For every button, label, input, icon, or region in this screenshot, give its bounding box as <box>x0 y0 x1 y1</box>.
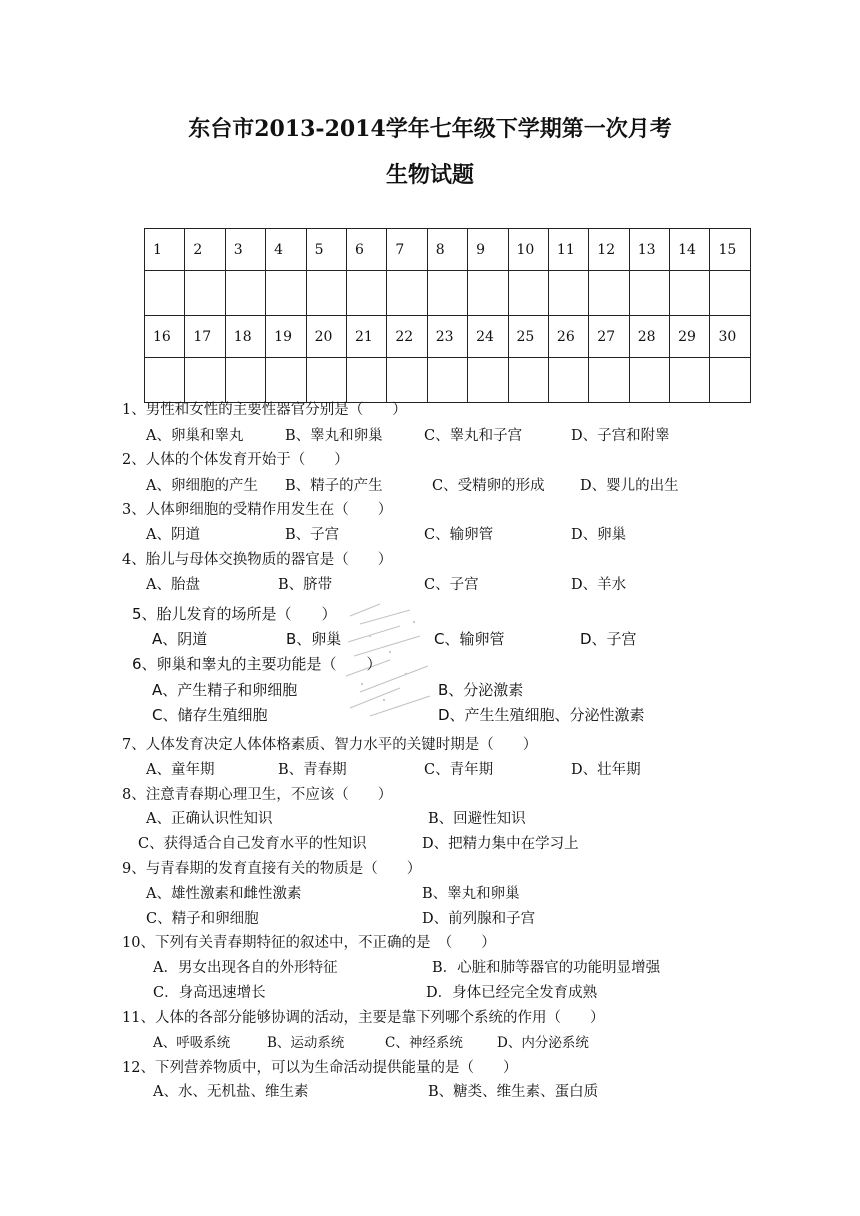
option-c: C、获得适合自己发育水平的性知识 <box>138 836 367 852</box>
question-text: 1、男性和女性的主要性器官分别是（ ） <box>122 402 407 418</box>
answer-blank-cell[interactable] <box>427 271 467 316</box>
option-c: C、输卵管 <box>434 630 505 648</box>
answer-number-cell: 14 <box>670 229 710 271</box>
answer-blank-cell[interactable] <box>266 271 306 316</box>
question-text: 8、注意青春期心理卫生，不应该（ ） <box>122 787 393 803</box>
option-b: B、睾丸和卵巢 <box>285 428 383 444</box>
answer-blank-cell[interactable] <box>225 358 265 403</box>
option-c: C、储存生殖细胞 <box>152 706 268 724</box>
answer-number-cell: 29 <box>670 316 710 358</box>
page-subtitle: 生物试题 <box>385 162 474 188</box>
answer-number-cell: 19 <box>266 316 306 358</box>
option-b: B、运动系统 <box>267 1035 345 1051</box>
answer-number-cell: 12 <box>589 229 629 271</box>
answer-number-cell: 9 <box>468 229 508 271</box>
answer-number-cell: 28 <box>629 316 669 358</box>
option-a: A、正确认识性知识 <box>146 811 273 827</box>
answer-blank-cell[interactable] <box>225 271 265 316</box>
question-text: 5、胎儿发育的场所是（ ） <box>132 605 337 623</box>
option-b: B．心脏和肺等器官的功能明显增强 <box>432 960 661 976</box>
option-c: C、子宫 <box>424 577 479 593</box>
option-b: B、卵巢 <box>286 630 342 648</box>
answer-number-cell: 16 <box>145 316 185 358</box>
option-a: A、阴道 <box>152 630 208 648</box>
answer-blank-cell[interactable] <box>589 358 629 403</box>
option-d: D、婴儿的出生 <box>580 478 679 494</box>
answer-number-cell: 20 <box>306 316 346 358</box>
answer-number-cell: 6 <box>346 229 386 271</box>
answer-number-cell: 21 <box>346 316 386 358</box>
answer-number-cell: 4 <box>266 229 306 271</box>
option-a: A、卵巢和睾丸 <box>146 428 244 444</box>
option-d: D、内分泌系统 <box>497 1035 589 1051</box>
option-d: D．身体已经完全发育成熟 <box>426 985 598 1001</box>
option-d: D、前列腺和子宫 <box>422 911 536 927</box>
answer-blank-cell[interactable] <box>508 271 548 316</box>
option-a: A、产生精子和卵细胞 <box>152 681 298 699</box>
answer-blank-cell[interactable] <box>548 358 588 403</box>
option-d: D、羊水 <box>571 577 627 593</box>
answer-table-blank-row <box>145 271 751 316</box>
answer-number-cell: 1 <box>145 229 185 271</box>
answer-blank-cell[interactable] <box>145 358 185 403</box>
option-c: C、青年期 <box>424 762 494 778</box>
answer-table <box>144 228 751 403</box>
option-b: B、青春期 <box>278 762 347 778</box>
answer-blank-cell[interactable] <box>306 358 346 403</box>
answer-blank-cell[interactable] <box>710 358 750 403</box>
question-text: 6、卵巢和睾丸的主要功能是（ ） <box>132 655 382 673</box>
question-text: 11、人体的各部分能够协调的活动，主要是靠下列哪个系统的作用（ ） <box>122 1010 605 1026</box>
answer-blank-cell[interactable] <box>266 358 306 403</box>
answer-number-cell: 8 <box>427 229 467 271</box>
option-d: D、子宫 <box>580 630 637 648</box>
option-b: B、回避性知识 <box>428 811 526 827</box>
answer-blank-cell[interactable] <box>670 271 710 316</box>
answer-number-cell: 22 <box>387 316 427 358</box>
option-a: A、胎盘 <box>146 577 200 593</box>
answer-table-number-row <box>145 229 751 271</box>
answer-number-cell: 17 <box>185 316 225 358</box>
answer-number-cell: 3 <box>225 229 265 271</box>
answer-blank-cell[interactable] <box>346 271 386 316</box>
answer-blank-cell[interactable] <box>387 358 427 403</box>
answer-blank-cell[interactable] <box>185 271 225 316</box>
answer-blank-cell[interactable] <box>589 271 629 316</box>
answer-blank-cell[interactable] <box>670 358 710 403</box>
answer-number-cell: 25 <box>508 316 548 358</box>
option-d: D、子宫和附睾 <box>571 428 670 444</box>
answer-blank-cell[interactable] <box>629 271 669 316</box>
answer-blank-cell[interactable] <box>629 358 669 403</box>
option-a: A、卵细胞的产生 <box>146 478 258 494</box>
answer-number-cell: 10 <box>508 229 548 271</box>
option-d: D、把精力集中在学习上 <box>422 836 579 852</box>
option-c: C、精子和卵细胞 <box>146 911 259 927</box>
option-b: B、精子的产生 <box>285 478 383 494</box>
answer-number-cell: 27 <box>589 316 629 358</box>
answer-blank-cell[interactable] <box>346 358 386 403</box>
page-title: 东台市2013-2014学年七年级下学期第一次月考 <box>188 116 672 142</box>
answer-number-cell: 5 <box>306 229 346 271</box>
option-d: D、产生生殖细胞、分泌性激素 <box>438 706 645 724</box>
question-text: 3、人体卵细胞的受精作用发生在（ ） <box>122 502 393 518</box>
question-text: 9、与青春期的发育直接有关的物质是（ ） <box>122 861 422 877</box>
answer-blank-cell[interactable] <box>145 271 185 316</box>
option-c: C、受精卵的形成 <box>432 478 545 494</box>
question-text: 4、胎儿与母体交换物质的器官是（ ） <box>122 552 393 568</box>
answer-number-cell: 13 <box>629 229 669 271</box>
answer-number-cell: 7 <box>387 229 427 271</box>
answer-blank-cell[interactable] <box>427 358 467 403</box>
question-text: 7、人体发育决定人体体格素质、智力水平的关键时期是（ ） <box>122 737 538 753</box>
option-a: A、雄性激素和雌性激素 <box>146 886 302 902</box>
answer-number-cell: 15 <box>710 229 750 271</box>
option-a: A、呼吸系统 <box>153 1035 231 1051</box>
answer-number-cell: 2 <box>185 229 225 271</box>
answer-number-cell: 26 <box>548 316 588 358</box>
answer-blank-cell[interactable] <box>548 271 588 316</box>
answer-number-cell: 23 <box>427 316 467 358</box>
answer-number-cell: 30 <box>710 316 750 358</box>
option-c: C、睾丸和子宫 <box>424 428 523 444</box>
answer-blank-cell[interactable] <box>306 271 346 316</box>
option-c: C、神经系统 <box>385 1035 463 1051</box>
answer-table-blank-row <box>145 358 751 403</box>
option-d: D、壮年期 <box>571 762 641 778</box>
answer-blank-cell[interactable] <box>185 358 225 403</box>
answer-table-number-row <box>145 316 751 358</box>
answer-blank-cell[interactable] <box>508 358 548 403</box>
option-b: B、糖类、维生素、蛋白质 <box>428 1084 599 1100</box>
answer-blank-cell[interactable] <box>710 271 750 316</box>
option-a: A、阴道 <box>146 527 200 543</box>
option-b: B、分泌激素 <box>438 681 524 699</box>
option-b: B、子宫 <box>285 527 340 543</box>
question-text: 12、下列营养物质中，可以为生命活动提供能量的是（ ） <box>122 1060 518 1076</box>
option-a: A、水、无机盐、维生素 <box>153 1084 309 1100</box>
option-a: A、童年期 <box>146 762 215 778</box>
option-a: A．男女出现各自的外形特征 <box>153 960 338 976</box>
answer-blank-cell[interactable] <box>468 271 508 316</box>
answer-blank-cell[interactable] <box>387 271 427 316</box>
answer-number-cell: 11 <box>548 229 588 271</box>
answer-blank-cell[interactable] <box>468 358 508 403</box>
question-text: 2、人体的个体发育开始于（ ） <box>122 452 349 468</box>
answer-number-cell: 24 <box>468 316 508 358</box>
option-b: B、睾丸和卵巢 <box>422 886 520 902</box>
option-b: B、脐带 <box>278 577 333 593</box>
answer-number-cell: 18 <box>225 316 265 358</box>
option-d: D、卵巢 <box>571 527 627 543</box>
option-c: C、输卵管 <box>424 527 494 543</box>
question-text: 10、下列有关青春期特征的叙述中，不正确的是 （ ） <box>122 935 496 951</box>
option-c: C．身高迅速增长 <box>153 985 266 1001</box>
